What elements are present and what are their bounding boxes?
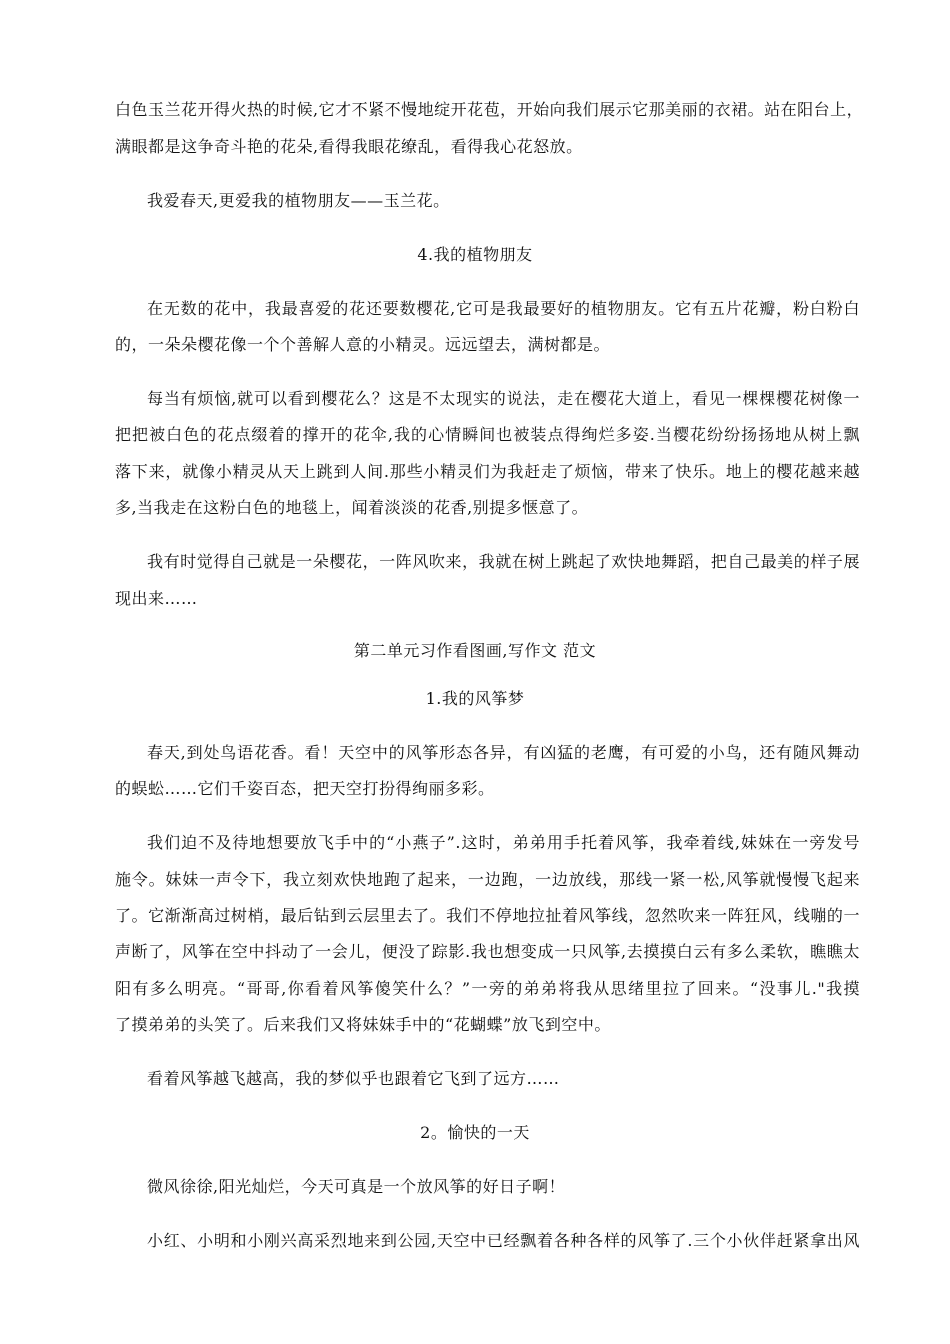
paragraph-line: 满眼都是这争奇斗艳的花朵,看得我眼花缭乱，看得我心花怒放。 [115, 137, 583, 156]
paragraph-line: 小红、小明和小刚兴高采烈地来到公园,天空中已经飘着各种各样的风筝了.三个小伙伴赶紧拿出风 [147, 1231, 860, 1250]
paragraph-line: 在无数的花中，我最喜爱的花还要数樱花,它可是我最要好的植物朋友。它有五片花瓣，粉白粉白 [147, 299, 860, 318]
unit-title: 第二单元习作看图画,写作文 范文 [353, 641, 597, 660]
paragraph-line: 了摸弟弟的头笑了。后来我们又将妹妹手中的“花蝴蝶”放飞到空中。 [115, 1015, 611, 1034]
paragraph-line: 的，一朵朵樱花像一个个善解人意的小精灵。远远望去，满树都是。 [115, 335, 611, 354]
paragraph-line: 春天,到处鸟语花香。看！天空中的风筝形态各异，有凶猛的老鹰，有可爱的小鸟，还有随风舞动 [147, 743, 860, 762]
paragraph-line: 把把被白色的花点缀着的撑开的花伞,我的心情瞬间也被装点得绚烂多姿.当樱花纷纷扬扬地从树上飘 [115, 425, 860, 444]
paragraph-line: 我有时觉得自己就是一朵樱花，一阵风吹来，我就在树上跳起了欢快地舞蹈，把自己最美的样子展 [147, 552, 860, 571]
paragraph-line: 现出来…… [115, 589, 198, 608]
section-title: 2。愉快的一天 [420, 1123, 530, 1142]
paragraph-line: 施令。妹妹一声令下，我立刻欢快地跑了起来，一边跑，一边放线，那线一紧一松,风筝就慢慢飞起来 [115, 870, 860, 889]
paragraph-line: 多,当我走在这粉白色的地毯上，闻着淡淡的花香,别提多惬意了。 [115, 498, 589, 517]
paragraph-line: 我爱春天,更爱我的植物朋友——玉兰花。 [147, 191, 450, 210]
paragraph-line: 阳有多么明亮。“哥哥,你看着风筝傻笑什么？”一旁的弟弟将我从思绪里拉了回来。“没事儿."我摸 [115, 979, 860, 998]
section-title: 1.我的风筝梦 [425, 689, 525, 708]
paragraph-line: 落下来，就像小精灵从天上跳到人间.那些小精灵们为我赶走了烦恼，带来了快乐。地上的樱花越来越 [115, 462, 860, 481]
paragraph-line: 白色玉兰花开得火热的时候,它才不紧不慢地绽开花苞，开始向我们展示它那美丽的衣裙。站在阳台上， [115, 100, 864, 119]
paragraph-line: 声断了，风筝在空中抖动了一会儿，便没了踪影.我也想变成一只风筝,去摸摸白云有多么柔软，瞧瞧太 [115, 942, 860, 961]
paragraph-line: 的蜈蚣……它们千姿百态，把天空打扮得绚丽多彩。 [115, 779, 495, 798]
paragraph-line: 微风徐徐,阳光灿烂，今天可真是一个放风筝的好日子啊！ [147, 1177, 566, 1196]
paragraph-line: 看着风筝越飞越高，我的梦似乎也跟着它飞到了远方…… [147, 1069, 560, 1088]
paragraph-line: 每当有烦恼,就可以看到樱花么？这是不太现实的说法，走在樱花大道上，看见一棵棵樱花树像一 [147, 389, 860, 408]
paragraph-line: 我们迫不及待地想要放飞手中的“小燕子”.这时，弟弟用手托着风筝，我牵着线,妹妹在一旁发号 [147, 833, 860, 852]
section-title: 4.我的植物朋友 [417, 245, 533, 264]
paragraph-line: 了。它渐渐高过树梢，最后钻到云层里去了。我们不停地拉扯着风筝线，忽然吹来一阵狂风，线嘣的一 [115, 906, 860, 925]
